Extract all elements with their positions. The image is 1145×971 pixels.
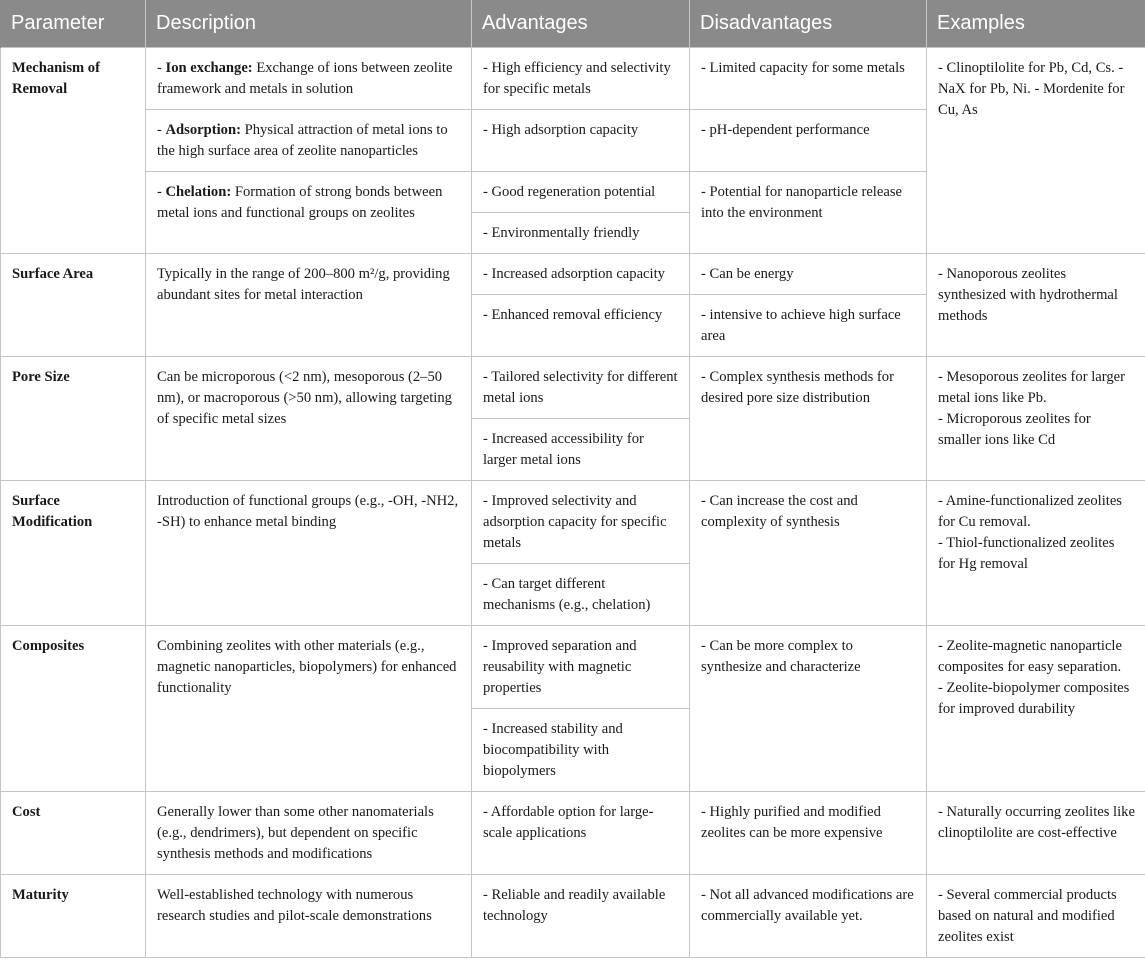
param-surface-area: Surface Area: [1, 254, 146, 357]
desc-cell: Typically in the range of 200–800 m²/g, providing abundant sites for metal interaction: [146, 254, 472, 357]
adv-cell: - Enhanced removal efficiency: [472, 295, 690, 357]
examples-cell: - Clinoptilolite for Pb, Cd, Cs. - NaX for Pb, Ni. - Mordenite for Cu, As: [927, 48, 1145, 254]
desc-ion-exchange: - Ion exchange: Exchange of ions between zeolite framework and metals in solution: [146, 48, 472, 110]
adv-cell: - Affordable option for large-scale applications: [472, 792, 690, 875]
header-examples: Examples: [927, 0, 1145, 48]
dis-cell: - Can increase the cost and complexity of synthesis: [690, 481, 927, 626]
adv-cell: - Tailored selectivity for different metal ions: [472, 357, 690, 419]
desc-adsorption: - Adsorption: Physical attraction of metal ions to the high surface area of zeolite nanoparticles: [146, 110, 472, 172]
header-disadvantages: Disadvantages: [690, 0, 927, 48]
dis-cell: - Complex synthesis methods for desired pore size distribution: [690, 357, 927, 481]
table-row: [1, 792, 1145, 875]
adv-cell: - Can target different mechanisms (e.g., chelation): [472, 564, 690, 626]
adv-cell: - High adsorption capacity: [472, 110, 690, 172]
desc-cell: Well-established technology with numerous research studies and pilot-scale demonstrations: [146, 875, 472, 958]
header-row: [1, 0, 1145, 48]
dis-cell: - Limited capacity for some metals: [690, 48, 927, 110]
table-row: [1, 357, 1145, 419]
desc-cell: Combining zeolites with other materials (e.g., magnetic nanoparticles, biopolymers) for enhanced functionality: [146, 626, 472, 792]
examples-cell: - Several commercial products based on natural and modified zeolites exist: [927, 875, 1145, 958]
adv-cell: - High efficiency and selectivity for specific metals: [472, 48, 690, 110]
dis-cell: - pH-dependent performance: [690, 110, 927, 172]
param-composites: Composites: [1, 626, 146, 792]
table-row: [1, 481, 1145, 564]
dis-cell: - Not all advanced modifications are commercially available yet.: [690, 875, 927, 958]
table-row: [1, 626, 1145, 709]
examples-cell: - Naturally occurring zeolites like clinoptilolite are cost-effective: [927, 792, 1145, 875]
dis-cell: - Potential for nanoparticle release into the environment: [690, 172, 927, 254]
dis-cell: - Highly purified and modified zeolites can be more expensive: [690, 792, 927, 875]
dis-cell: - Can be energy: [690, 254, 927, 295]
adv-cell: - Increased adsorption capacity: [472, 254, 690, 295]
adv-cell: - Good regeneration potential: [472, 172, 690, 213]
adv-cell: - Increased accessibility for larger metal ions: [472, 419, 690, 481]
desc-cell: Can be microporous (<2 nm), mesoporous (2–50 nm), or macroporous (>50 nm), allowing targeting of specific metal sizes: [146, 357, 472, 481]
examples-cell: - Amine-functionalized zeolites for Cu removal. - Thiol-functionalized zeolites for Hg removal: [927, 481, 1145, 626]
dis-cell: - Can be more complex to synthesize and characterize: [690, 626, 927, 792]
examples-cell: - Zeolite-magnetic nanoparticle composites for easy separation. - Zeolite-biopolymer composites for improved durability: [927, 626, 1145, 792]
dis-cell: - intensive to achieve high surface area: [690, 295, 927, 357]
table-row: [1, 254, 1145, 295]
desc-chelation: - Chelation: Formation of strong bonds between metal ions and functional groups on zeolites: [146, 172, 472, 254]
adv-cell: - Environmentally friendly: [472, 213, 690, 254]
adv-cell: - Improved selectivity and adsorption capacity for specific metals: [472, 481, 690, 564]
param-pore-size: Pore Size: [1, 357, 146, 481]
param-cost: Cost: [1, 792, 146, 875]
examples-cell: - Nanoporous zeolites synthesized with hydrothermal methods: [927, 254, 1145, 357]
adv-cell: - Increased stability and biocompatibility with biopolymers: [472, 709, 690, 792]
table-row: [1, 875, 1145, 958]
adv-cell: - Reliable and readily available technology: [472, 875, 690, 958]
table-row: [1, 48, 1145, 110]
header-description: Description: [146, 0, 472, 48]
param-maturity: Maturity: [1, 875, 146, 958]
adv-cell: - Improved separation and reusability with magnetic properties: [472, 626, 690, 709]
param-mechanism: Mechanism of Removal: [1, 48, 146, 254]
param-surface-modification: Surface Modification: [1, 481, 146, 626]
header-advantages: Advantages: [472, 0, 690, 48]
examples-cell: - Mesoporous zeolites for larger metal ions like Pb. - Microporous zeolites for smaller ions like Cd: [927, 357, 1145, 481]
desc-cell: Introduction of functional groups (e.g., -OH, -NH2, -SH) to enhance metal binding: [146, 481, 472, 626]
header-parameter: Parameter: [1, 0, 146, 48]
desc-cell: Generally lower than some other nanomaterials (e.g., dendrimers), but dependent on specific synthesis methods and modifications: [146, 792, 472, 875]
